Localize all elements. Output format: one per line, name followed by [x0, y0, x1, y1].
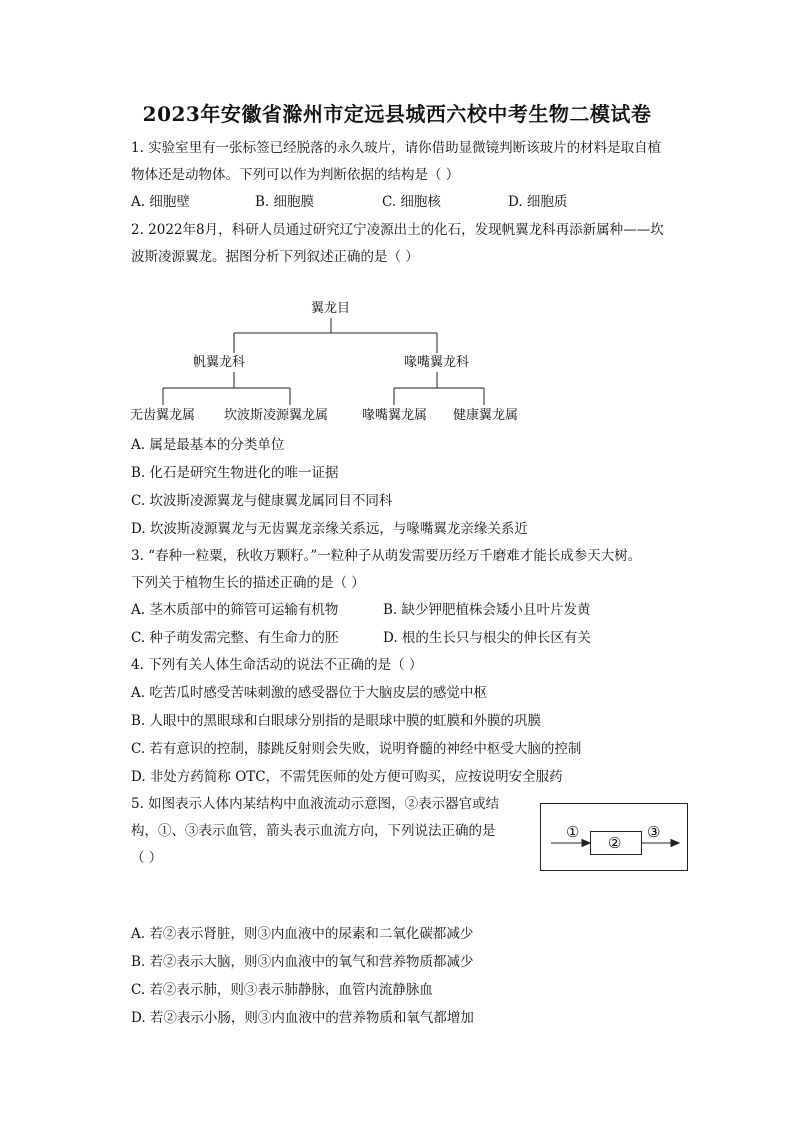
- question-1-line-2: 物体还是动物体。下列可以作为判断依据的结构是（ ）: [131, 167, 460, 183]
- q4-option-c: C. 若有意识的控制，膝跳反射则会失败，说明脊髓的神经中枢受大脑的控制: [131, 741, 582, 757]
- q5-option-c: C. 若②表示肺，则③表示肺静脉，血管内流静脉血: [131, 982, 433, 998]
- question-5-line-3: （ ）: [131, 850, 163, 866]
- q5-option-d: D. 若②表示小肠，则③内血液中的营养物质和氧气都增加: [131, 1010, 474, 1026]
- q4-option-b: B. 人眼中的黑眼球和白眼球分别指的是眼球中膜的虹膜和外膜的巩膜: [131, 713, 542, 729]
- question-2-line-1: 2. 2022年8月，科研人员通过研究辽宁凌源出土的化石，发现帆翼龙科再添新属种——坎: [131, 222, 664, 238]
- tree-family-1: 帆翼龙科: [193, 355, 246, 370]
- q2-option-d: D. 坎波斯凌源翼龙与无齿翼龙亲缘关系远，与喙嘴翼龙亲缘关系近: [131, 521, 528, 537]
- q1-option-a: A. 细胞壁: [131, 194, 190, 210]
- page-title: 2023年安徽省滁州市定远县城西六校中考生物二模试卷: [142, 102, 652, 126]
- question-5-line-2: 构，①、③表示血管，箭头表示血流方向，下列说法正确的是: [131, 823, 496, 839]
- question-5-line-1: 5. 如图表示人体内某结构中血液流动示意图，②表示器官或结: [131, 796, 500, 812]
- q4-option-a: A. 吃苦瓜时感受苦味刺激的感受器位于大脑皮层的感觉中枢: [131, 685, 487, 701]
- q1-option-b: B. 细胞膜: [255, 194, 315, 210]
- q2-option-c: C. 坎波斯凌源翼龙与健康翼龙属同目不同科: [131, 493, 393, 509]
- q3-option-a: A. 茎木质部中的筛管可运输有机物: [131, 602, 339, 618]
- tree-genus-3: 喙嘴翼龙属: [362, 408, 428, 423]
- q1-option-d: D. 细胞质: [508, 194, 568, 210]
- q5-option-a: A. 若②表示肾脏，则③内血液中的尿素和二氧化碳都减少: [131, 926, 474, 942]
- tree-root-order: 翼龙目: [311, 301, 351, 316]
- tree-family-2: 喙嘴翼龙科: [404, 355, 470, 370]
- vessel-label-1: ①: [566, 823, 580, 841]
- tree-genus-2: 坎波斯凌源翼龙属: [224, 408, 329, 423]
- organ-label-2: ②: [608, 834, 622, 852]
- tree-genus-4: 健康翼龙属: [453, 408, 519, 423]
- q3-option-c: C. 种子萌发需完整、有生命力的胚: [131, 630, 339, 646]
- question-4-line-1: 4. 下列有关人体生命活动的说法不正确的是（ ）: [131, 657, 423, 673]
- q1-option-c: C. 细胞核: [382, 194, 441, 210]
- tree-genus-1: 无齿翼龙属: [130, 408, 196, 423]
- q5-option-b: B. 若②表示大脑，则③内血液中的氧气和营养物质都减少: [131, 954, 474, 970]
- q3-option-d: D. 根的生长只与根尖的伸长区有关: [383, 630, 591, 646]
- question-2-line-2: 波斯凌源翼龙。据图分析下列叙述正确的是（ ）: [131, 249, 419, 265]
- vessel-label-3: ③: [647, 823, 661, 841]
- question-1-line-1: 1. 实验室里有一张标签已经脱落的永久玻片，请你借助显微镜判断该玻片的材料是取自植: [131, 140, 662, 156]
- q2-option-a: A. 属是最基本的分类单位: [131, 437, 285, 453]
- q2-option-b: B. 化石是研究生物进化的唯一证据: [131, 465, 339, 481]
- question-3-line-2: 下列关于植物生长的描述正确的是（ ）: [131, 575, 365, 591]
- q4-option-d: D. 非处方药简称 OTC，不需凭医师的处方便可购买，应按说明安全服药: [131, 769, 563, 785]
- question-3-line-1: 3. “春种一粒粟，秋收万颗籽。”一粒种子从萌发需要历经万千磨难才能长成参天大树。: [131, 548, 642, 564]
- q3-option-b: B. 缺少钾肥植株会矮小且叶片发黄: [383, 602, 591, 618]
